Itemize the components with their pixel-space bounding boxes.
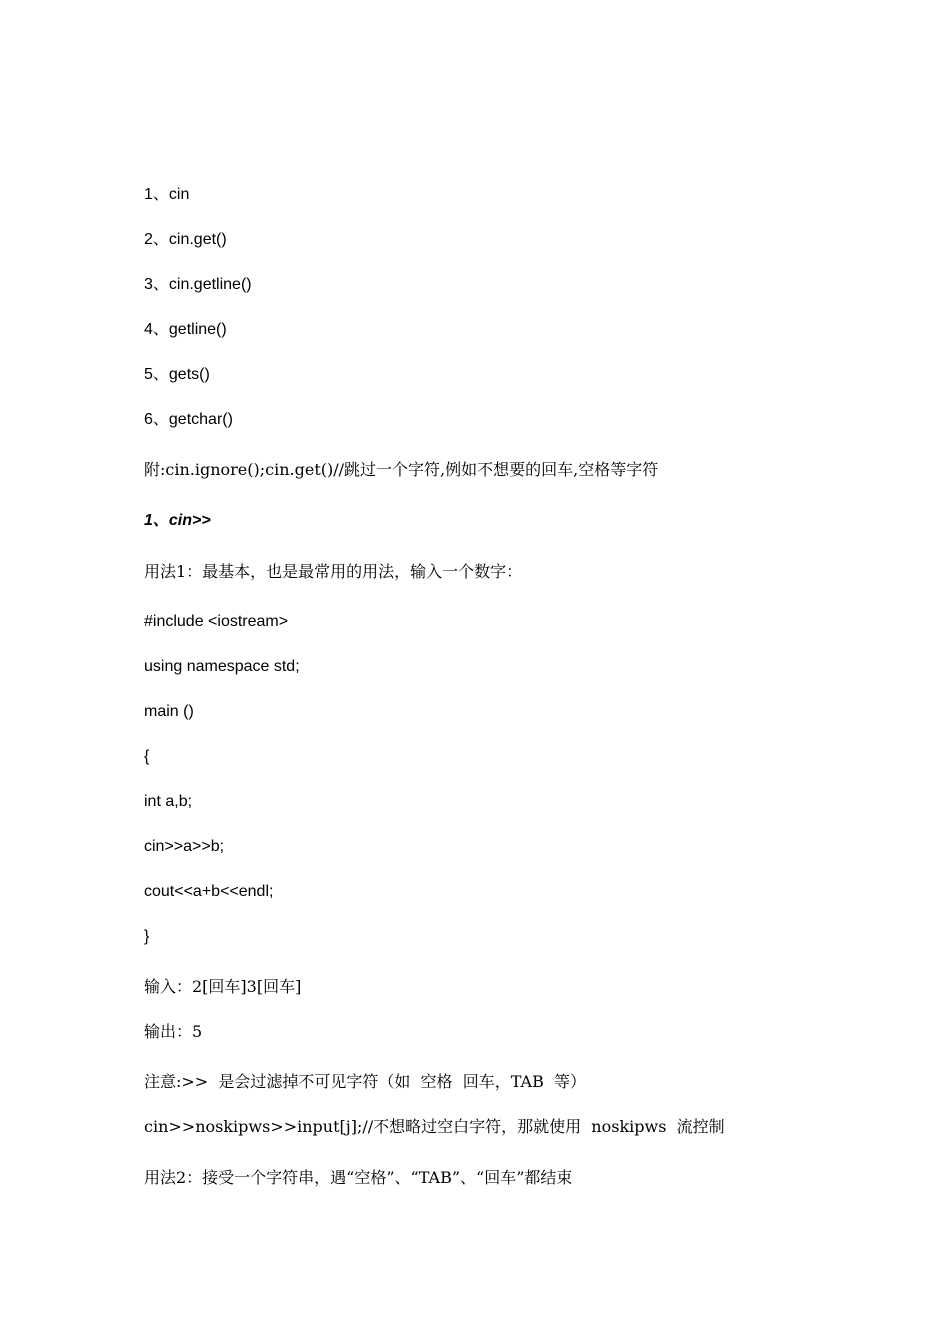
- toc-item-getchar: 6、getchar(): [144, 411, 233, 428]
- usage-1-text: 用法1：最基本，也是最常用的用法，输入一个数字：: [144, 562, 523, 581]
- code-line-main: main (): [144, 703, 194, 720]
- code-line-declare: int a,b;: [144, 793, 193, 810]
- noskipws-text: cin>>noskipws>>input[j];//不想略过空白字符，那就使用 noskipws 流控制: [144, 1117, 725, 1136]
- code-line-namespace: using namespace std;: [144, 658, 300, 675]
- toc-item-getline: 4、getline(): [144, 321, 227, 338]
- toc-item-cin-get: 2、cin.get(): [144, 231, 227, 248]
- output-example: 输出：5: [144, 1022, 203, 1041]
- toc-item-gets: 5、gets(): [144, 366, 210, 383]
- code-line-include: #include <iostream>: [144, 613, 289, 630]
- input-example: 输入：2[回车]3[回车]: [144, 977, 302, 996]
- appendix-note: 附:cin.ignore();cin.get()//跳过一个字符,例如不想要的回车,空格等字符: [144, 460, 659, 479]
- toc-item-cin-getline: 3、cin.getline(): [144, 276, 252, 293]
- usage-2-text: 用法2：接受一个字符串，遇“空格”、“TAB”、“回车”都结束: [144, 1168, 573, 1187]
- section-heading: 1、cin>>: [144, 512, 211, 529]
- code-line-cin: cin>>a>>b;: [144, 838, 225, 855]
- code-line-cout: cout<<a+b<<endl;: [144, 883, 274, 900]
- note-text: 注意:>> 是会过滤掉不可见字符（如 空格 回车，TAB 等）: [144, 1072, 587, 1091]
- code-line-open-brace: {: [144, 748, 150, 765]
- toc-item-cin: 1、cin: [144, 186, 190, 203]
- code-line-close-brace: }: [144, 928, 150, 945]
